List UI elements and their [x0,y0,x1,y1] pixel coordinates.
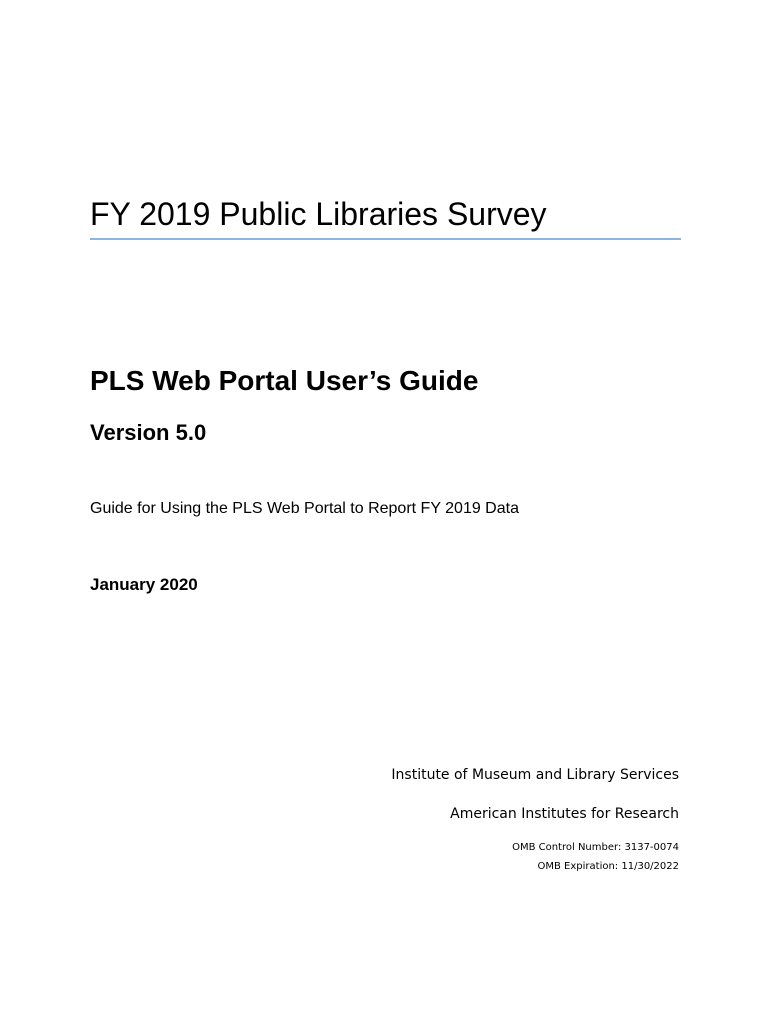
survey-title: FY 2019 Public Libraries Survey [90,196,547,232]
guide-title: PLS Web Portal User’s Guide [90,365,479,396]
guide-subtitle: Guide for Using the PLS Web Portal to Report FY 2019 Data [90,500,519,517]
version-label: Version 5.0 [90,420,207,445]
omb-expiration: OMB Expiration: 11/30/2022 [537,861,679,872]
organization-imls: Institute of Museum and Library Services [391,767,679,783]
publication-date: January 2020 [90,575,198,594]
omb-control-number: OMB Control Number: 3137-0074 [512,842,679,853]
title-divider [90,238,681,240]
organization-air: American Institutes for Research [450,806,679,822]
